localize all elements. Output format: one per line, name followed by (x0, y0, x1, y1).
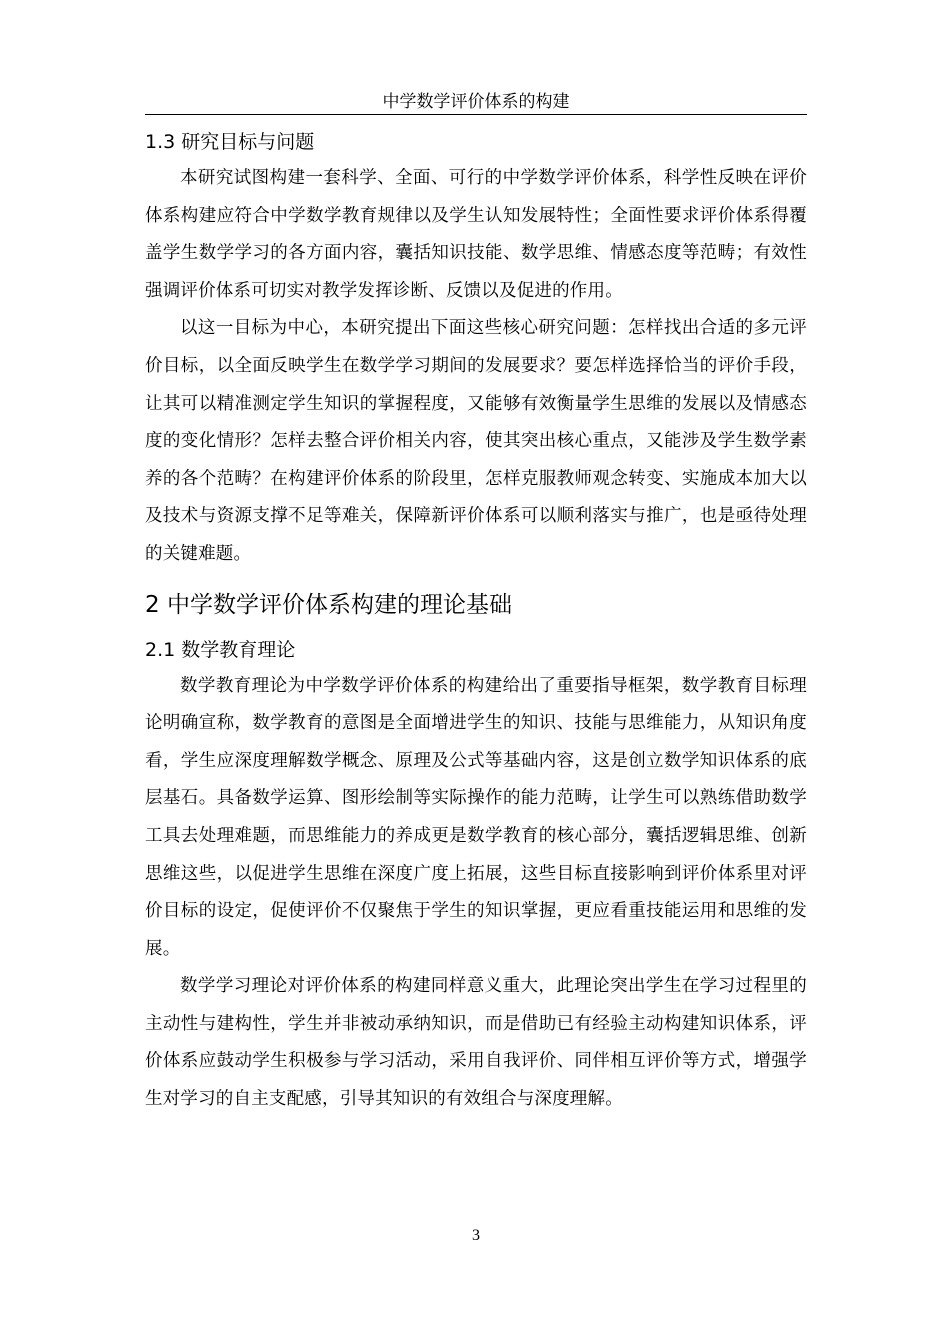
header-divider (145, 114, 807, 115)
paragraph: 数学教育理论为中学数学评价体系的构建给出了重要指导框架，数学教育目标理论明确宣称，数学教育的意图是全面增进学生的知识、技能与思维能力，从知识角度看，学生应深度理解数学概念、原理及公式等基础内容，这是创立数学知识体系的底层基石。具备数学运算、图形绘制等实际操作的能力范畴，让学生可以熟练借助数学工具去处理难题，而思维能力的养成更是数学教育的核心部分，囊括逻辑思维、创新思维这些，以促进学生思维在深度广度上拓展，这些目标直接影响到评价体系里对评价目标的设定，促使评价不仅聚焦于学生的知识掌握，更应看重技能运用和思维的发展。 (145, 675, 807, 959)
page-body (145, 124, 807, 1119)
running-header: 中学数学评价体系的构建 (382, 92, 570, 112)
section-heading-2-1: 2.1 数学教育理论 (145, 638, 296, 661)
section-heading-1-3: 1.3 研究目标与问题 (145, 131, 315, 153)
chapter-heading-2: 2 中学数学评价体系构建的理论基础 (145, 591, 512, 618)
paragraph: 以这一目标为中心，本研究提出下面这些核心研究问题：怎样找出合适的多元评价目标，以全面反映学生在数学学习期间的发展要求？要怎样选择恰当的评价手段，让其可以精准测定学生知识的掌握程度，又能够有效衡量学生思维的发展以及情感态度的变化情形？怎样去整合评价相关内容，使其突出核心重点，又能涉及学生数学素养的各个范畴？在构建评价体系的阶段里，怎样克服教师观念转变、实施成本加大以及技术与资源支撑不足等难关，保障新评价体系可以顺利落实与推广，也是亟待处理的关键难题。 (145, 318, 807, 564)
paragraph: 本研究试图构建一套科学、全面、可行的中学数学评价体系，科学性反映在评价体系构建应符合中学数学教育规律以及学生认知发展特性；全面性要求评价体系得覆盖学生数学学习的各方面内容，囊括知识技能、数学思维、情感态度等范畴；有效性强调评价体系可切实对教学发挥诊断、反馈以及促进的作用。 (145, 168, 807, 301)
page-number: 3 (472, 1227, 480, 1244)
paragraph: 数学学习理论对评价体系的构建同样意义重大，此理论突出学生在学习过程里的主动性与建构性，学生并非被动承纳知识，而是借助已有经验主动构建知识体系，评价体系应鼓动学生积极参与学习活动，采用自我评价、同伴相互评价等方式，增强学生对学习的自主支配感，引导其知识的有效组合与深度理解。 (145, 976, 807, 1110)
